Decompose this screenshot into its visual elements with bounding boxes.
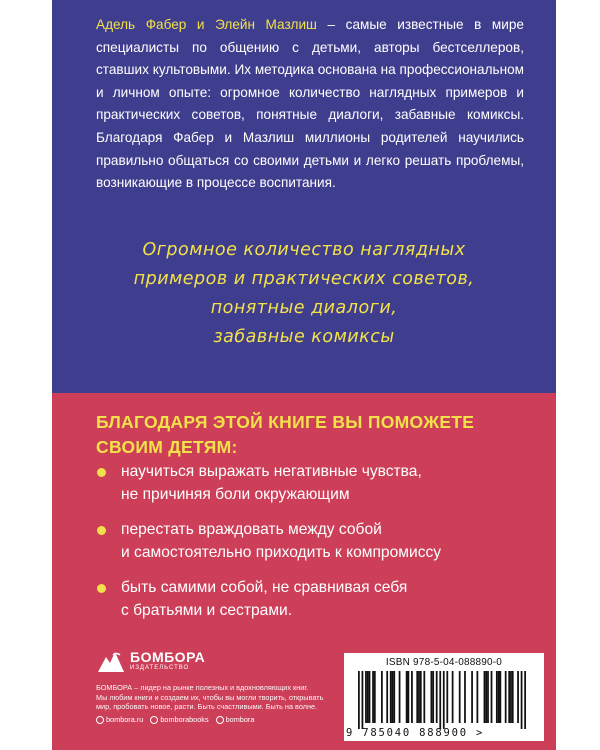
social-links bbox=[96, 715, 356, 725]
tagline-line: примеров и практических советов, bbox=[133, 269, 475, 289]
barcode-bar bbox=[406, 671, 408, 723]
publisher-subtitle: ИЗДАТЕЛЬСТВО bbox=[130, 665, 190, 671]
barcode-bar bbox=[367, 671, 369, 723]
barcode-bar bbox=[485, 671, 487, 723]
benefits-heading bbox=[96, 410, 516, 460]
benefit-line: быть самими собой, не сравнивая себя bbox=[121, 579, 408, 596]
barcode-bar bbox=[496, 671, 498, 723]
barcode-bar bbox=[439, 671, 441, 729]
bullet-icon bbox=[97, 468, 106, 477]
benefit-line: перестать враждовать между собой bbox=[121, 521, 382, 538]
social-link-vk[interactable] bbox=[150, 715, 208, 725]
publisher-logo bbox=[96, 648, 356, 674]
benefit-item bbox=[96, 576, 536, 622]
tagline-line: Огромное количество наглядных bbox=[142, 240, 466, 260]
barcode-bar bbox=[491, 671, 493, 723]
benefit-line: с братьями и сестрами. bbox=[121, 602, 293, 619]
barcode-bar bbox=[418, 671, 420, 723]
barcode-bar bbox=[443, 671, 445, 729]
authors-name: Адель Фабер и Элейн Мазлиш bbox=[96, 17, 317, 32]
barcode-bar bbox=[521, 671, 523, 729]
globe-icon bbox=[96, 716, 104, 724]
barcode-bar bbox=[399, 671, 401, 723]
social-label: bombora bbox=[225, 714, 255, 724]
heading-line: БЛАГОДАРЯ ЭТОЙ КНИГЕ ВЫ ПОМОЖЕТЕ bbox=[96, 412, 475, 432]
benefits-list bbox=[96, 460, 536, 634]
barcode-bar bbox=[487, 671, 489, 723]
publisher-desc-line: мир, пробовать новое, расти. Быть счастливыми. Быть на волне. bbox=[96, 702, 318, 712]
top-panel bbox=[52, 0, 556, 393]
barcode-bar bbox=[432, 671, 434, 723]
barcode-bar bbox=[512, 671, 514, 723]
barcode-box bbox=[344, 653, 544, 741]
barcode-bar bbox=[392, 671, 394, 723]
barcode-digits: 9 785040 888900 > bbox=[346, 727, 485, 739]
barcode-bar bbox=[464, 671, 466, 723]
vk-icon bbox=[150, 716, 158, 724]
barcode-bar bbox=[446, 671, 448, 723]
barcode-bar bbox=[411, 671, 413, 723]
barcode-bar bbox=[484, 671, 486, 723]
barcode-bar bbox=[436, 671, 438, 723]
benefit-line: научиться выражать негативные чувства, bbox=[121, 463, 422, 480]
barcode-bar bbox=[372, 671, 374, 723]
barcode-bar bbox=[505, 671, 507, 723]
bullet-icon bbox=[97, 584, 106, 593]
telegram-icon bbox=[216, 716, 224, 724]
tagline bbox=[62, 236, 546, 352]
benefit-line: не причиняя боли окружающим bbox=[121, 486, 350, 503]
benefit-item bbox=[96, 460, 536, 506]
publisher-desc-line: Мы любим книги и создаем их, чтобы вы могли творить, открывать bbox=[96, 692, 324, 702]
barcode-bar bbox=[499, 671, 501, 723]
barcode-bar bbox=[390, 671, 392, 723]
barcode-bar bbox=[408, 671, 410, 723]
barcode-bar bbox=[423, 671, 425, 723]
intro-text: – самые известные в мире специалисты по общению с детьми, авторы бестселлеров, ставших культовыми. Их методика основана на профессиональном и личном опыте: огромное количество наглядных примеров и практических советов, понятные диалоги, забавные комиксы. Благодаря Фабер и Мазлиш миллионы родителей научились правильно общаться со своими детьми и легко решать проблемы, возникающие в процессе воспитания. bbox=[96, 17, 524, 191]
social-link-telegram[interactable] bbox=[216, 715, 255, 725]
barcode-bar bbox=[369, 671, 371, 723]
barcode-bar bbox=[459, 671, 461, 723]
publisher-block bbox=[96, 648, 356, 725]
publisher-description bbox=[96, 683, 356, 712]
barcode-bar bbox=[420, 671, 422, 723]
barcode-bar bbox=[471, 671, 473, 723]
barcode-bar bbox=[524, 671, 526, 729]
barcode-bar bbox=[362, 671, 364, 729]
barcode-bar bbox=[431, 671, 433, 723]
bullet-icon bbox=[97, 526, 106, 535]
barcode-bars bbox=[358, 671, 526, 729]
social-label: bombora.ru bbox=[106, 714, 144, 724]
barcode-bar bbox=[358, 671, 360, 729]
barcode-bar bbox=[416, 671, 418, 723]
barcode-bar bbox=[452, 671, 454, 723]
bombora-logo-icon bbox=[96, 648, 126, 674]
social-link-site[interactable] bbox=[96, 715, 143, 725]
barcode-bar bbox=[393, 671, 395, 723]
barcode-bar bbox=[508, 671, 510, 723]
barcode-bar bbox=[381, 671, 383, 723]
intro-paragraph bbox=[96, 14, 524, 195]
barcode-bar bbox=[386, 671, 388, 723]
benefit-line: и самостоятельно приходить к компромиссу bbox=[121, 544, 442, 561]
barcode-bar bbox=[510, 671, 512, 723]
publisher-desc-line: БОМБОРА – лидер на рынке полезных и вдохновляющих книг. bbox=[96, 683, 309, 692]
barcode-bar bbox=[517, 671, 519, 723]
heading-line: СВОИМ ДЕТЯМ: bbox=[96, 437, 238, 457]
benefit-item bbox=[96, 518, 536, 564]
barcode-bar bbox=[476, 671, 478, 723]
book-back-cover bbox=[52, 0, 556, 750]
barcode-bar bbox=[365, 671, 367, 723]
tagline-line: понятные диалоги, bbox=[210, 298, 398, 318]
tagline-line: забавные комиксы bbox=[213, 327, 395, 347]
social-label: bomborabooks bbox=[160, 714, 209, 724]
barcode-bar bbox=[498, 671, 500, 723]
isbn-label: ISBN 978-5-04-088890-0 bbox=[385, 657, 503, 668]
barcode-bar bbox=[374, 671, 376, 723]
publisher-name: БОМБОРА bbox=[130, 649, 206, 665]
